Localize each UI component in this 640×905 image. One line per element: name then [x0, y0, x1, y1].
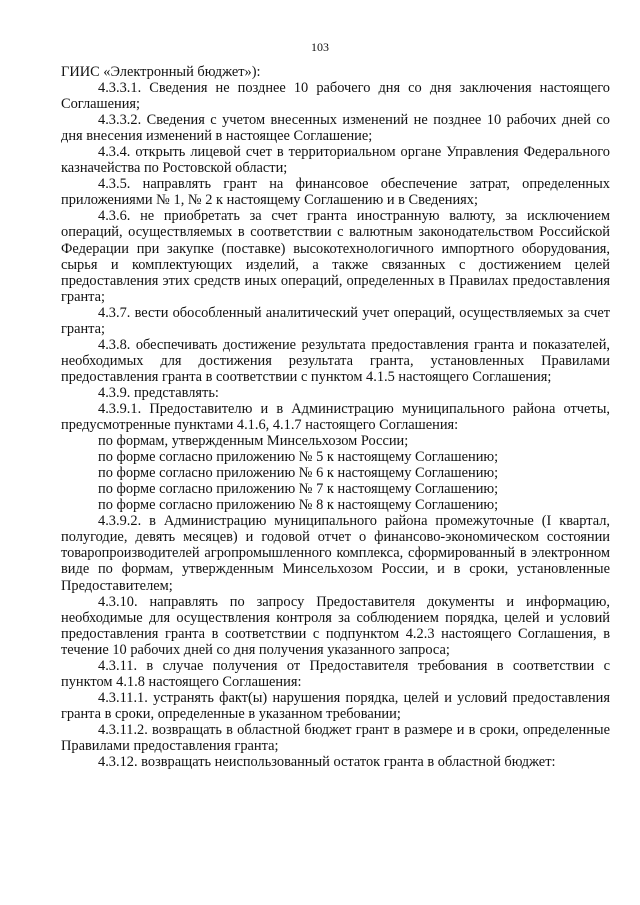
paragraph-4-3-11-1: 4.3.11.1. устранять факт(ы) нарушения порядка, целей и условий предоставления гранта в сроки, определенные в указанном требовании;	[61, 689, 610, 722]
paragraph-4-3-3-1: 4.3.3.1. Сведения не позднее 10 рабочего дня со дня заключения настоящего Соглашения;	[61, 80, 610, 113]
list-item-appendix-6: по форме согласно приложению № 6 к настоящему Соглашению;	[98, 465, 499, 482]
document-body	[61, 64, 610, 770]
paragraph-4-3-9-1: 4.3.9.1. Предоставителю и в Администрацию муниципального района отчеты, предусмотренные пунктами 4.1.6, 4.1.7 настоящего Соглашения:	[61, 400, 610, 434]
paragraph-4-3-5: 4.3.5. направлять грант на финансовое обеспечение затрат, определенных приложениями № 1, № 2 к настоящему Соглашению и в Сведениях;	[61, 176, 610, 209]
paragraph-4-3-9: 4.3.9. представлять:	[98, 384, 219, 401]
paragraph-4-3-6: 4.3.6. не приобретать за счет гранта иностранную валюту, за исключением операций, осуществляемых в соответствии с валютным законодательством Российской Федерации при закупке (поставке) высокотехнологичного импортного оборудования, сырья и комплектующих изделий, а также связанных с достижением целей предоставления этих средств иных операций, определенных в Правилах предоставления гранта;	[61, 208, 610, 305]
paragraph-4-3-4: 4.3.4. открыть лицевой счет в территориальном органе Управления Федерального казначейства по Ростовской области;	[61, 144, 610, 177]
list-item-appendix-7: по форме согласно приложению № 7 к настоящему Соглашению;	[98, 481, 499, 498]
paragraph-4-3-7: 4.3.7. вести обособленный аналитический учет операций, осуществляемых за счет гранта;	[61, 304, 610, 337]
paragraph-4-3-8: 4.3.8. обеспечивать достижение результата предоставления гранта и показателей, необходимых для достижения результата гранта, установленных Правилами предоставления гранта в соответствии с пунктом 4.1.5 настоящего Соглашения;	[61, 336, 610, 385]
paragraph-4-3-11-2: 4.3.11.2. возвращать в областной бюджет грант в размере и в сроки, определенные Правилами предоставления гранта;	[61, 721, 610, 754]
list-item-appendix-5: по форме согласно приложению № 5 к настоящему Соглашению;	[98, 449, 499, 466]
list-item-appendix-8: по форме согласно приложению № 8 к настоящему Соглашению;	[98, 497, 499, 514]
paragraph-4-3-9-2: 4.3.9.2. в Администрацию муниципального района промежуточные (I квартал, полугодие, девять месяцев) и годовой отчет о финансово-экономическом состоянии товаропроизводителей агропромышленного комплекса, сформированный в электронном виде по формам, утвержденным Минсельхозом России, и в сроки, установленные Предоставителем;	[61, 513, 610, 594]
paragraph-4-3-12: 4.3.12. возвращать неиспользованный остаток гранта в областной бюджет:	[98, 754, 556, 771]
list-item-minselkhoz-forms: по формам, утвержденным Минсельхозом России;	[98, 433, 409, 450]
paragraph-4-3-10: 4.3.10. направлять по запросу Предоставителя документы и информацию, необходимые для осуществления контроля за соблюдением порядка, целей и условий предоставления гранта в соответствии с подпунктом 4.2.3 настоящего Соглашения, в течение 10 рабочих дней со дня получения указанного запроса;	[61, 593, 610, 658]
paragraph-4-3-3-2: 4.3.3.2. Сведения с учетом внесенных изменений не позднее 10 рабочих дней со дня внесения изменений в настоящее Соглашение;	[61, 112, 610, 145]
page-number: 103	[311, 40, 329, 54]
paragraph-giis: ГИИС «Электронный бюджет»):	[61, 64, 261, 80]
paragraph-4-3-11: 4.3.11. в случае получения от Предоставителя требования в соответствии с пунктом 4.1.8 настоящего Соглашения:	[61, 657, 610, 690]
